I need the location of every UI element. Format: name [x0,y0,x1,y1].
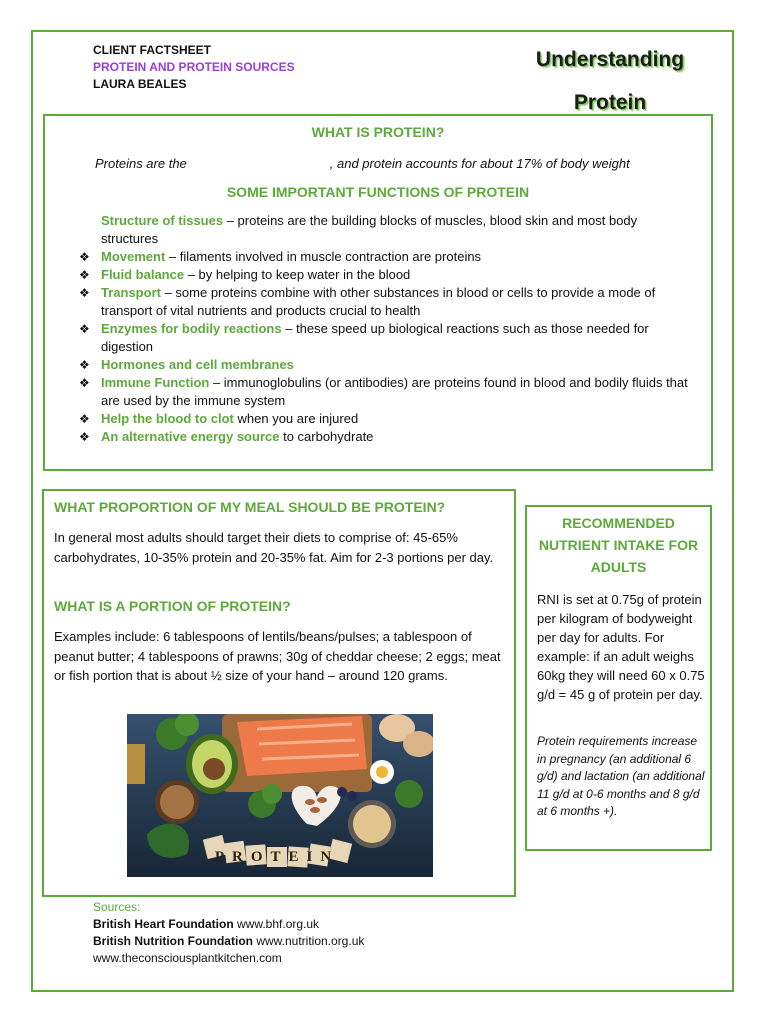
meal-body: In general most adults should target their diets to comprise of: 45-65% carbohydrates, 10-35% protein and 20-35% fat. Aim for 2-3 portions per day. [54,530,494,565]
function-item: ❖ Help the blood to clot when you are injured [79,411,359,426]
protein-word: PROTEIN [214,849,340,865]
protein-foods-photo [127,714,433,877]
function-item: ❖ Immune Function – immunoglobulins (or antibodies) are proteins found in blood and bodily fluids that are used by the immune system [79,375,688,408]
bullet-icon: ❖ [79,358,90,372]
protein-intro [95,156,630,171]
function-item: Structure of tissues – proteins are the building blocks of muscles, blood skin and most body structures [101,213,638,246]
functions-heading: SOME IMPORTANT FUNCTIONS OF PROTEIN [226,184,530,200]
page-title [520,38,700,124]
intro-before: Proteins are the [95,156,187,171]
bullet-icon: ❖ [79,250,90,264]
function-item: ❖ Fluid balance – by helping to keep water in the blood [79,267,411,282]
rni-heading: RECOMMENDED NUTRIENT INTAKE FOR ADULTS [538,515,699,575]
rni-note: Protein requirements increase in pregnancy (an additional 6 g/d) and lactation (an additional 11 g/d at 0-6 months and 8 g/d at 6 months +). [537,734,705,818]
source-item [93,950,364,967]
source-item: British Heart Foundation www.bhf.org.uk [93,917,320,931]
meal-heading: WHAT PROPORTION OF MY MEAL SHOULD BE PROTEIN? [54,499,446,515]
what-is-protein-heading: WHAT IS PROTEIN? [311,124,445,140]
protein-foods-illustration [127,714,433,877]
bullet-icon: ❖ [79,286,90,300]
rni-box [525,505,712,851]
source-link[interactable]: www.nutrition.org.uk [252,934,365,948]
function-item: ❖ Enzymes for bodily reactions – these speed up biological reactions such as those needed for digestion [79,321,649,354]
meal-proportion-box [42,489,516,897]
client-factsheet-label: CLIENT FACTSHEET [93,43,212,57]
title-line-1: Understanding [535,48,685,71]
what-is-protein-box [43,114,713,471]
bullet-icon: ❖ [79,430,90,444]
bullet-icon: ❖ [79,376,90,390]
function-item: ❖ Hormones and cell membranes [79,357,294,372]
source-link[interactable]: www.bhf.org.uk [233,917,320,931]
intro-after: , and protein accounts for about 17% of body weight [329,156,630,171]
source-link[interactable]: www.theconsciousplantkitchen.com [93,951,282,965]
author-label: LAURA BEALES [93,77,187,91]
source-item: British Nutrition Foundation www.nutrition.org.uk [93,934,365,948]
function-item: ❖ An alternative energy source to carbohydrate [79,429,374,444]
function-item: ❖ Movement – filaments involved in muscle contraction are proteins [79,249,482,264]
topic-label: PROTEIN AND PROTEIN SOURCES [93,60,295,74]
bullet-icon: ❖ [79,322,90,336]
rni-body: RNI is set at 0.75g of protein per kilogram of bodyweight per day for adults. For example: if an adult weighs 60kg they will need 60 x 0.75 g/d = 45 g of protein per day. [537,592,705,702]
bullet-icon: ❖ [79,412,90,426]
bullet-icon: ❖ [79,268,90,282]
header-meta [93,42,295,93]
portion-heading: WHAT IS A PORTION OF PROTEIN? [54,598,291,614]
sources [93,899,364,967]
sources-label: Sources: [93,900,141,914]
title-line-2: Protein [573,91,647,114]
function-item: ❖ Transport – some proteins combine with other substances in blood or cells to provide a mode of transport of vital nutrients and products crucial to health [79,285,656,318]
functions-list [45,212,695,446]
portion-body: Examples include: 6 tablespoons of lentils/beans/pulses; a tablespoon of peanut butter; 4 tablespoons of prawns; 30g of cheddar cheese; 2 eggs; meat or fish portion that is about ½ size of your hand – around 120 grams. [54,629,501,683]
